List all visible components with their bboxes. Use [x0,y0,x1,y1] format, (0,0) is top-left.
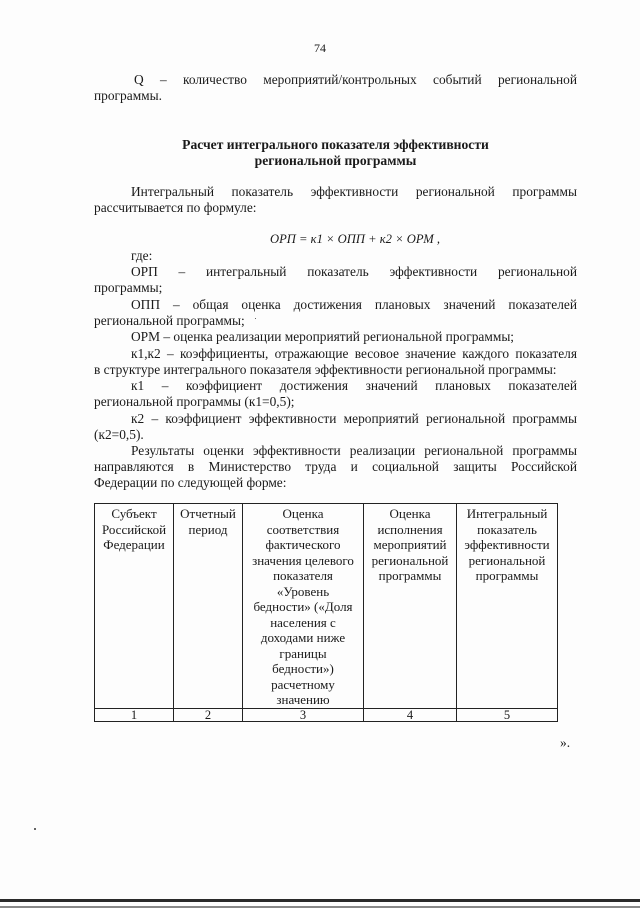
k-definition-line2: в структуре интегрального показателя эффективности региональной программы: [94,362,557,377]
header-text-line: показатель [477,521,537,537]
header-text-line: программы [378,568,442,583]
header-period [174,504,243,709]
intro-line2: рассчитывается по формуле: [94,200,257,215]
formula [270,232,440,247]
q-definition-line1: Q – количество мероприятий/контрольных событий региональной [134,72,577,87]
header-text-line: Федерации [103,537,165,552]
header-text-line: региональной [468,552,546,568]
header-text-line: Интегральный [466,506,548,521]
header-text-line: значения целевого [252,552,354,568]
opp-definition-line1: ОПП – общая оценка достижения плановых значений показателей [131,297,577,312]
header-text-line: бедности») [272,661,334,676]
results-line2: направляются в Министерство труда и социальной защиты Российской [94,459,577,474]
header-text-line: населения с [270,614,336,630]
results-line1: Результаты оценки эффективности реализации региональной программы [131,443,577,458]
header-text-line: период [188,521,228,537]
header-subject [95,504,174,709]
header-text-line: Российской [101,521,167,537]
header-text-line: фактического [265,537,341,552]
q-definition-line2: программы. [94,88,162,103]
orp-definition-line1: ОРП – интегральный показатель эффективности региональной [131,264,577,279]
k2-definition-line1: к2 – коэффициент эффективности мероприятий региональной программы [131,411,577,426]
column-number: 1 [95,709,174,722]
header-text-line: расчетному [271,676,335,692]
orm-definition: ОРМ – оценка реализации мероприятий региональной программы; [131,329,515,344]
k2-definition-line2: (к2=0,5). [94,427,144,442]
scan-bottom-edge [0,899,640,902]
heading-line2: региональной программы [254,153,417,168]
k1-definition-line1: к1 – коэффициент достижения значений плановых показателей [131,378,577,393]
header-text-line: границы [279,645,327,661]
table-header-row [95,504,558,709]
intro-line1: Интегральный показатель эффективности региональной программы [131,184,577,199]
heading-line1: Расчет интегрального показателя эффективности [182,137,489,152]
page-number: 74 [314,41,326,55]
scan-speck [34,828,36,830]
header-text-line: бедности» («Доля [253,599,353,614]
column-number: 4 [364,709,457,722]
table-number-row [95,709,558,722]
closing-quote: ». [560,735,571,750]
scan-speck [255,318,256,319]
report-form-table [94,503,558,722]
column-number: 3 [243,709,364,722]
orp-definition-line2: программы; [94,280,163,295]
opp-definition-line2: региональной программы; [94,313,245,328]
column-number: 5 [457,709,558,722]
header-text-line: региональной [371,552,449,568]
header-integral-indicator [457,504,558,709]
header-text-line: соответствия [266,521,340,537]
header-text-line: Оценка [389,506,431,521]
results-line3: Федерации по следующей форме: [94,475,287,490]
header-text-line: программы [475,568,539,583]
header-text-line: значению [276,692,330,707]
column-number: 2 [174,709,243,722]
header-text-line: доходами ниже [260,630,346,645]
k1-definition-line2: региональной программы (к1=0,5); [94,394,295,409]
formula-text: ОРП = к1 × ОПП + к2 × ОРМ , [270,232,440,246]
header-text-line: «Уровень [276,583,330,599]
header-text-line: показателя [273,568,333,583]
header-measures-assessment [364,504,457,709]
header-text-line: мероприятий [373,537,447,552]
k-definition-line1: к1,к2 – коэффициенты, отражающие весовое значение каждого показателя [131,346,577,361]
header-text-line: Субъект [111,506,157,521]
where-label: где: [131,248,153,263]
header-text-line: исполнения [377,521,443,537]
header-text-line: эффективности [464,537,550,552]
header-text-line: Оценка [282,506,324,521]
header-text-line: Отчетный [180,506,236,521]
header-poverty-assessment [243,504,364,709]
